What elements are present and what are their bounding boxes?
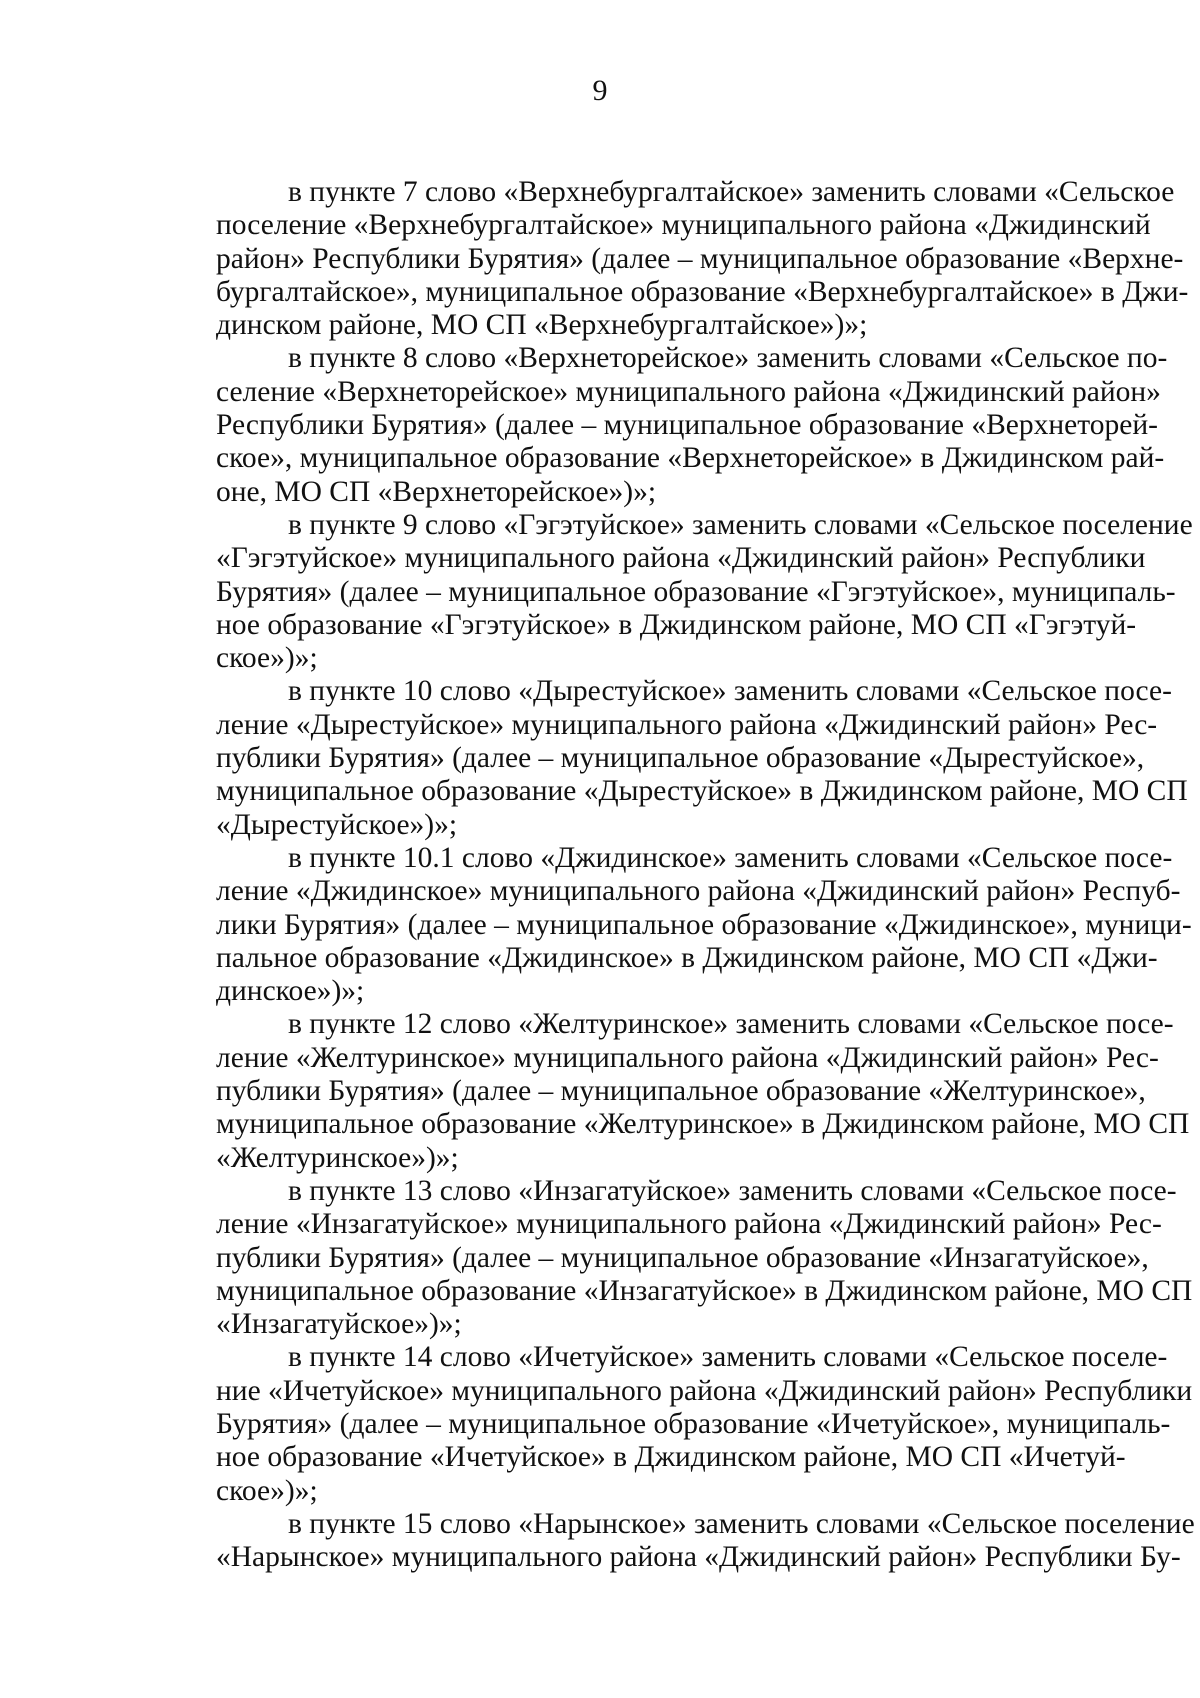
text-line: муниципальное образование «Дырестуйское» в Джидинском районе, МО СП — [216, 775, 1188, 808]
text-line: «Инзагатуйское»)»; — [216, 1308, 462, 1341]
text-line: ние «Ичетуйское» муниципального района «Джидинский район» Республики — [216, 1374, 1193, 1407]
paragraph — [144, 1008, 1190, 1174]
text-line: «Желтуринское»)»; — [216, 1141, 459, 1174]
text-line: ление «Желтуринское» муниципального района «Джидинский район» Рес- — [216, 1041, 1159, 1074]
paragraph — [144, 1174, 1193, 1341]
text-line: Бурятия» (далее – муниципальное образование «Гэгэтуйское», муниципаль- — [216, 575, 1176, 608]
text-line: публики Бурятия» (далее – муниципальное образование «Дырестуйское», — [216, 742, 1145, 775]
text-line: публики Бурятия» (далее – муниципальное образование «Инзагатуйское», — [216, 1241, 1149, 1274]
text-line: ление «Джидинское» муниципального района «Джидинский район» Респуб- — [216, 875, 1181, 908]
text-line: в пункте 12 слово «Желтуринское» заменить словами «Сельское посе- — [288, 1008, 1174, 1041]
text-line: бургалтайское», муниципальное образование «Верхнебургалтайское» в Джи- — [216, 275, 1189, 308]
text-line: Республики Бурятия» (далее – муниципальное образование «Верхнеторей- — [216, 409, 1158, 442]
text-line: публики Бурятия» (далее – муниципальное образование «Желтуринское», — [216, 1075, 1146, 1108]
page-number: 9 — [592, 74, 608, 107]
text-line: ское»)»; — [216, 1474, 318, 1507]
text-line: в пункте 9 слово «Гэгэтуйское» заменить словами «Сельское поселение — [288, 508, 1193, 541]
text-line: «Нарынское» муниципального района «Джидинский район» Республики Бу- — [216, 1541, 1181, 1574]
text-line: пальное образование «Джидинское» в Джидинском районе, МО СП «Джи- — [216, 941, 1158, 974]
paragraph — [144, 176, 1189, 342]
paragraph — [144, 675, 1188, 841]
text-line: поселение «Верхнебургалтайское» муниципального района «Джидинский — [216, 209, 1151, 242]
text-line: селение «Верхнеторейское» муниципального района «Джидинский район» — [216, 375, 1161, 408]
text-line: в пункте 15 слово «Нарынское» заменить словами «Сельское поселение — [288, 1507, 1195, 1540]
text-line: ное образование «Ичетуйское» в Джидинском районе, МО СП «Ичетуй- — [216, 1441, 1126, 1474]
text-line: оне, МО СП «Верхнеторейское»)»; — [216, 475, 657, 508]
text-line: в пункте 10.1 слово «Джидинское» заменить словами «Сельское посе- — [288, 841, 1173, 874]
paragraph — [144, 1507, 1195, 1575]
paragraph — [144, 342, 1168, 508]
text-line: муниципальное образование «Желтуринское» в Джидинском районе, МО СП — [216, 1108, 1190, 1141]
text-line: ление «Дырестуйское» муниципального района «Джидинский район» Рес- — [216, 708, 1158, 741]
text-line: ление «Инзагатуйское» муниципального района «Джидинский район» Рес- — [216, 1208, 1162, 1241]
paragraph — [144, 1341, 1193, 1507]
text-line: динском районе, МО СП «Верхнебургалтайское»)»; — [216, 309, 868, 342]
text-line: район» Республики Бурятия» (далее – муниципальное образование «Верхне- — [216, 242, 1184, 275]
paragraph — [144, 508, 1193, 675]
text-line: ское»)»; — [216, 642, 318, 675]
paragraph — [144, 841, 1192, 1008]
text-line: в пункте 10 слово «Дырестуйское» заменить словами «Сельское посе- — [288, 675, 1172, 708]
text-line: «Дырестуйское»)»; — [216, 808, 458, 841]
text-line: динское»)»; — [216, 975, 365, 1008]
text-line: лики Бурятия» (далее – муниципальное образование «Джидинское», муници- — [216, 908, 1192, 941]
text-line: «Гэгэтуйское» муниципального района «Джидинский район» Республики — [216, 542, 1146, 575]
text-line: ское», муниципальное образование «Верхнеторейское» в Джидинском рай- — [216, 442, 1165, 475]
text-line: в пункте 8 слово «Верхнеторейское» заменить словами «Сельское по- — [288, 342, 1168, 375]
text-line: в пункте 7 слово «Верхнебургалтайское» заменить словами «Сельское — [288, 176, 1175, 208]
text-line: Бурятия» (далее – муниципальное образование «Ичетуйское», муниципаль- — [216, 1407, 1171, 1440]
text-line: в пункте 13 слово «Инзагатуйское» заменить словами «Сельское посе- — [288, 1174, 1177, 1207]
text-line: муниципальное образование «Инзагатуйское» в Джидинском районе, МО СП — [216, 1274, 1193, 1307]
text-line: ное образование «Гэгэтуйское» в Джидинском районе, МО СП «Гэгэтуй- — [216, 608, 1137, 641]
text-line: в пункте 14 слово «Ичетуйское» заменить словами «Сельское поселе- — [288, 1341, 1168, 1374]
document-body — [144, 176, 1195, 1574]
